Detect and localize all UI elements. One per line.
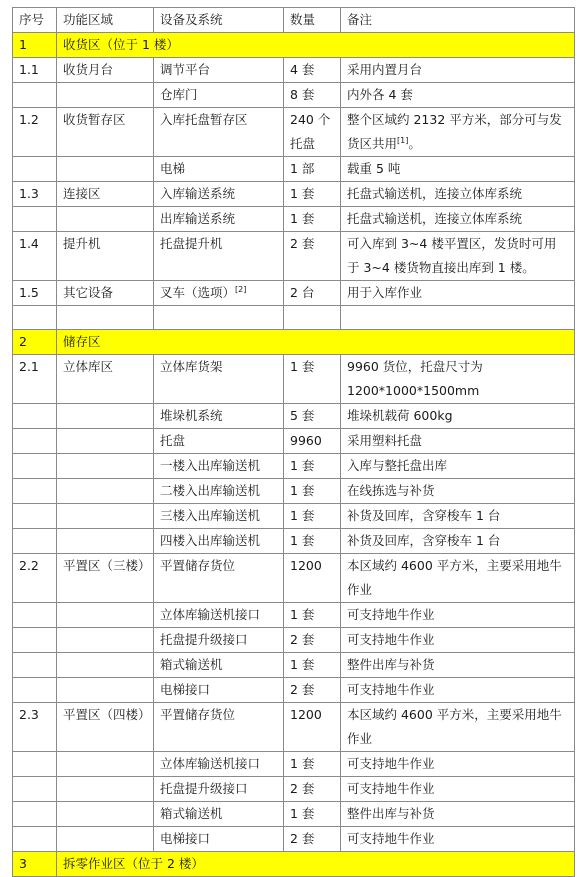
row-area xyxy=(57,628,154,653)
row-note-end: 。 xyxy=(408,136,421,151)
row-equipment xyxy=(154,207,284,232)
row-equipment-text: 一楼入出库输送机 xyxy=(160,458,261,473)
row-quantity xyxy=(284,678,341,703)
row-quantity xyxy=(284,83,341,108)
row-equipment-text: 平置储存货位 xyxy=(160,707,236,722)
row-note xyxy=(341,108,575,157)
row-no xyxy=(13,58,57,83)
row-area xyxy=(57,703,154,752)
section-title xyxy=(57,852,575,877)
row-quantity xyxy=(284,603,341,628)
row-equipment-text: 电梯接口 xyxy=(160,682,211,697)
row-area-text: 连接区 xyxy=(63,186,101,201)
row-quantity xyxy=(284,802,341,827)
row-no xyxy=(13,628,57,653)
row-quantity xyxy=(284,58,341,83)
row-equipment xyxy=(154,777,284,802)
row-equipment-text: 调节平台 xyxy=(160,62,211,77)
row-note xyxy=(341,404,575,429)
row-no xyxy=(13,752,57,777)
empty-cell xyxy=(57,306,154,330)
row-quantity-text: 8 套 xyxy=(290,87,315,102)
row-note xyxy=(341,653,575,678)
row-quantity-text: 5 套 xyxy=(290,408,315,423)
row-no xyxy=(13,454,57,479)
row-equipment xyxy=(154,529,284,554)
row-note-text: 在线拣选与补货 xyxy=(347,483,435,498)
table-row xyxy=(13,628,575,653)
row-note xyxy=(341,703,575,752)
table-row xyxy=(13,504,575,529)
table-row xyxy=(13,108,575,157)
row-equipment xyxy=(154,628,284,653)
row-note-text: 载重 5 吨 xyxy=(347,161,401,176)
row-note-text: 可入库到 3~4 楼平置区，发货时可用于 3~4 楼货物直接出库到 1 楼。 xyxy=(347,236,557,275)
row-note xyxy=(341,529,575,554)
row-area xyxy=(57,404,154,429)
row-quantity-text: 1 套 xyxy=(290,533,315,548)
table-row xyxy=(13,827,575,852)
row-area xyxy=(57,827,154,852)
row-quantity xyxy=(284,281,341,306)
empty-cell xyxy=(341,306,575,330)
row-note xyxy=(341,752,575,777)
row-no xyxy=(13,703,57,752)
row-quantity-text: 1 套 xyxy=(290,359,315,374)
row-no xyxy=(13,653,57,678)
row-area-text: 提升机 xyxy=(63,236,101,251)
header-no: 序号 xyxy=(13,8,57,33)
row-area xyxy=(57,752,154,777)
table-row xyxy=(13,752,575,777)
section-title-text: 收货区（位于 1 楼） xyxy=(63,37,179,52)
row-note xyxy=(341,827,575,852)
row-equipment xyxy=(154,281,284,306)
row-equipment-text: 箱式输送机 xyxy=(160,806,223,821)
row-no xyxy=(13,529,57,554)
table-row xyxy=(13,603,575,628)
row-no xyxy=(13,554,57,603)
row-note xyxy=(341,479,575,504)
row-quantity xyxy=(284,355,341,404)
table-row xyxy=(13,554,575,603)
header-quantity: 数量 xyxy=(284,8,341,33)
row-note xyxy=(341,554,575,603)
row-quantity-text: 2 套 xyxy=(290,236,315,251)
table-row xyxy=(13,207,575,232)
row-quantity xyxy=(284,479,341,504)
table-row xyxy=(13,653,575,678)
row-note xyxy=(341,355,575,404)
row-quantity-text: 2 套 xyxy=(290,781,315,796)
table-row xyxy=(13,83,575,108)
table-row xyxy=(13,529,575,554)
row-equipment-text: 堆垛机系统 xyxy=(160,408,223,423)
row-quantity-text: 1200 xyxy=(290,707,322,722)
row-no-text: 2.3 xyxy=(19,707,39,722)
table-row xyxy=(13,182,575,207)
row-equipment xyxy=(154,653,284,678)
row-note-text: 整件出库与补货 xyxy=(347,657,435,672)
row-equipment xyxy=(154,504,284,529)
row-area xyxy=(57,802,154,827)
row-note xyxy=(341,777,575,802)
row-note-text: 9960 货位，托盘尺寸为 1200*1000*1500mm xyxy=(347,359,483,398)
table-row xyxy=(13,429,575,454)
table-row xyxy=(13,281,575,306)
row-equipment-text: 平置储存货位 xyxy=(160,558,236,573)
row-quantity-text: 2 套 xyxy=(290,632,315,647)
row-no xyxy=(13,404,57,429)
row-note-text: 可支持地牛作业 xyxy=(347,831,435,846)
row-note-text: 用于入库作业 xyxy=(347,285,423,300)
row-note-text: 托盘式输送机，连接立体库系统 xyxy=(347,186,523,201)
table-row xyxy=(13,777,575,802)
row-note xyxy=(341,429,575,454)
row-area xyxy=(57,281,154,306)
row-equipment xyxy=(154,678,284,703)
row-no xyxy=(13,83,57,108)
table-row xyxy=(13,157,575,182)
row-area xyxy=(57,232,154,281)
row-equipment-text: 立体库货架 xyxy=(160,359,223,374)
row-no xyxy=(13,281,57,306)
row-equipment xyxy=(154,603,284,628)
row-area xyxy=(57,529,154,554)
row-no xyxy=(13,429,57,454)
equipment-table xyxy=(12,7,575,877)
row-equipment-text: 二楼入出库输送机 xyxy=(160,483,261,498)
row-quantity xyxy=(284,207,341,232)
row-note-text: 托盘式输送机，连接立体库系统 xyxy=(347,211,523,226)
header-area: 功能区域 xyxy=(57,8,154,33)
row-equipment xyxy=(154,232,284,281)
row-quantity xyxy=(284,703,341,752)
row-equipment xyxy=(154,827,284,852)
row-quantity xyxy=(284,429,341,454)
row-area xyxy=(57,157,154,182)
row-equipment xyxy=(154,182,284,207)
row-no-text: 1.2 xyxy=(19,112,39,127)
row-quantity xyxy=(284,108,341,157)
row-quantity-text: 1200 xyxy=(290,558,322,573)
row-note-text: 补货及回库，含穿梭车 1 台 xyxy=(347,508,501,523)
section-row xyxy=(13,33,575,58)
row-note xyxy=(341,802,575,827)
row-equipment-text: 托盘 xyxy=(160,433,186,448)
row-area xyxy=(57,504,154,529)
row-no xyxy=(13,232,57,281)
row-quantity xyxy=(284,628,341,653)
row-note xyxy=(341,232,575,281)
row-equipment xyxy=(154,429,284,454)
row-area-text: 立体库区 xyxy=(63,359,114,374)
row-quantity xyxy=(284,777,341,802)
row-equipment xyxy=(154,752,284,777)
row-note xyxy=(341,58,575,83)
row-area xyxy=(57,429,154,454)
row-quantity xyxy=(284,827,341,852)
row-equipment-text: 电梯接口 xyxy=(160,831,211,846)
row-equipment xyxy=(154,554,284,603)
row-quantity-text: 1 套 xyxy=(290,657,315,672)
row-equipment xyxy=(154,479,284,504)
row-quantity xyxy=(284,529,341,554)
row-quantity xyxy=(284,504,341,529)
row-quantity xyxy=(284,554,341,603)
row-equipment-text: 托盘提升级接口 xyxy=(160,632,248,647)
section-no-text: 2 xyxy=(19,334,27,349)
row-equipment xyxy=(154,703,284,752)
row-note-text: 可支持地牛作业 xyxy=(347,682,435,697)
row-note-text: 补货及回库，含穿梭车 1 台 xyxy=(347,533,501,548)
row-no xyxy=(13,157,57,182)
row-quantity-text: 1 套 xyxy=(290,756,315,771)
row-equipment-text: 立体库输送机接口 xyxy=(160,607,261,622)
row-note xyxy=(341,628,575,653)
row-no xyxy=(13,355,57,404)
row-quantity xyxy=(284,454,341,479)
row-area-text: 其它设备 xyxy=(63,285,114,300)
table-row xyxy=(13,479,575,504)
row-equipment-text: 仓库门 xyxy=(160,87,198,102)
row-equipment-text: 叉车（选项） xyxy=(160,285,236,300)
row-area xyxy=(57,678,154,703)
empty-cell xyxy=(284,306,341,330)
empty-cell xyxy=(13,306,57,330)
row-area xyxy=(57,108,154,157)
table-header-row xyxy=(13,8,575,33)
row-note-text: 可支持地牛作业 xyxy=(347,607,435,622)
row-area xyxy=(57,83,154,108)
section-row xyxy=(13,330,575,355)
row-equipment-text: 四楼入出库输送机 xyxy=(160,533,261,548)
row-equipment xyxy=(154,58,284,83)
row-note-text: 可支持地牛作业 xyxy=(347,781,435,796)
row-quantity-text: 2 套 xyxy=(290,831,315,846)
section-title xyxy=(57,33,575,58)
table-row xyxy=(13,454,575,479)
section-no xyxy=(13,330,57,355)
row-quantity-text: 9960 xyxy=(290,433,322,448)
row-note-text: 采用内置月台 xyxy=(347,62,423,77)
row-no-text: 1.5 xyxy=(19,285,39,300)
row-quantity-text: 4 套 xyxy=(290,62,315,77)
section-no xyxy=(13,33,57,58)
row-area-text: 平置区（四楼） xyxy=(63,707,151,722)
section-title-text: 拆零作业区（位于 2 楼） xyxy=(63,856,204,871)
row-equipment xyxy=(154,355,284,404)
footnote-ref: [2] xyxy=(235,285,247,294)
row-equipment-text: 三楼入出库输送机 xyxy=(160,508,261,523)
row-area-text: 收货暂存区 xyxy=(63,112,126,127)
row-equipment xyxy=(154,404,284,429)
section-title-text: 储存区 xyxy=(63,334,101,349)
section-no-text: 1 xyxy=(19,37,27,52)
row-quantity-text: 2 套 xyxy=(290,682,315,697)
row-quantity xyxy=(284,157,341,182)
row-no xyxy=(13,207,57,232)
row-no xyxy=(13,479,57,504)
row-quantity-text: 1 套 xyxy=(290,211,315,226)
row-quantity-text: 1 套 xyxy=(290,508,315,523)
row-equipment-text: 托盘提升级接口 xyxy=(160,781,248,796)
section-title xyxy=(57,330,575,355)
row-area xyxy=(57,653,154,678)
row-note-text: 整件出库与补货 xyxy=(347,806,435,821)
row-note xyxy=(341,454,575,479)
header-note: 备注 xyxy=(341,8,575,33)
row-no xyxy=(13,182,57,207)
row-quantity-text: 1 套 xyxy=(290,186,315,201)
section-row xyxy=(13,852,575,877)
row-quantity-text: 1 套 xyxy=(290,607,315,622)
row-no-text: 1.3 xyxy=(19,186,39,201)
row-equipment-text: 入库托盘暂存区 xyxy=(160,112,248,127)
row-quantity-text: 1 套 xyxy=(290,458,315,473)
row-note-text: 本区域约 4600 平方米，主要采用地牛作业 xyxy=(347,707,562,746)
row-quantity xyxy=(284,232,341,281)
table-row xyxy=(13,802,575,827)
row-quantity-text: 1 部 xyxy=(290,161,315,176)
row-no xyxy=(13,603,57,628)
row-area xyxy=(57,355,154,404)
row-equipment-text: 入库输送系统 xyxy=(160,186,236,201)
row-note xyxy=(341,504,575,529)
footnote-ref: [1] xyxy=(397,136,409,145)
row-area-text: 平置区（三楼） xyxy=(63,558,151,573)
row-no-text: 2.2 xyxy=(19,558,39,573)
table-row xyxy=(13,232,575,281)
row-area xyxy=(57,479,154,504)
row-no xyxy=(13,802,57,827)
row-quantity xyxy=(284,752,341,777)
row-no-text: 1.4 xyxy=(19,236,39,251)
row-note-text: 采用塑料托盘 xyxy=(347,433,423,448)
row-equipment xyxy=(154,83,284,108)
row-note-text: 可支持地牛作业 xyxy=(347,632,435,647)
row-area xyxy=(57,58,154,83)
row-equipment xyxy=(154,108,284,157)
row-note-text: 堆垛机载荷 600kg xyxy=(347,408,453,423)
section-no-text: 3 xyxy=(19,856,27,871)
row-note xyxy=(341,182,575,207)
row-note xyxy=(341,281,575,306)
table-row xyxy=(13,58,575,83)
row-area xyxy=(57,454,154,479)
table-row xyxy=(13,678,575,703)
row-note xyxy=(341,678,575,703)
row-note xyxy=(341,157,575,182)
row-no xyxy=(13,827,57,852)
row-note-text: 入库与整托盘出库 xyxy=(347,458,448,473)
table-row xyxy=(13,404,575,429)
row-equipment-text: 出库输送系统 xyxy=(160,211,236,226)
row-equipment-text: 箱式输送机 xyxy=(160,657,223,672)
table-row xyxy=(13,355,575,404)
row-area xyxy=(57,603,154,628)
row-quantity xyxy=(284,653,341,678)
row-no xyxy=(13,777,57,802)
row-quantity xyxy=(284,404,341,429)
row-area xyxy=(57,554,154,603)
row-quantity xyxy=(284,182,341,207)
row-area-text: 收货月台 xyxy=(63,62,114,77)
row-equipment-text: 电梯 xyxy=(160,161,186,176)
row-equipment-text: 托盘提升机 xyxy=(160,236,223,251)
row-note xyxy=(341,207,575,232)
section-no xyxy=(13,852,57,877)
row-note-text: 本区域约 4600 平方米，主要采用地牛作业 xyxy=(347,558,562,597)
row-note xyxy=(341,83,575,108)
row-area xyxy=(57,777,154,802)
header-equipment: 设备及系统 xyxy=(154,8,284,33)
row-equipment xyxy=(154,454,284,479)
empty-row xyxy=(13,306,575,330)
row-quantity-text: 2 台 xyxy=(290,285,315,300)
row-equipment xyxy=(154,802,284,827)
row-area xyxy=(57,182,154,207)
empty-cell xyxy=(154,306,284,330)
row-quantity-text: 240 个托盘 xyxy=(290,112,331,151)
row-note-text: 内外各 4 套 xyxy=(347,87,413,102)
row-quantity-text: 1 套 xyxy=(290,806,315,821)
row-quantity-text: 1 套 xyxy=(290,483,315,498)
row-no xyxy=(13,108,57,157)
row-note xyxy=(341,603,575,628)
row-note-text: 整个区域约 2132 平方米，部分可与发货区共用 xyxy=(347,112,562,151)
row-note-text: 可支持地牛作业 xyxy=(347,756,435,771)
row-no xyxy=(13,678,57,703)
row-no-text: 2.1 xyxy=(19,359,39,374)
row-no xyxy=(13,504,57,529)
row-no-text: 1.1 xyxy=(19,62,39,77)
table-row xyxy=(13,703,575,752)
row-area xyxy=(57,207,154,232)
row-equipment-text: 立体库输送机接口 xyxy=(160,756,261,771)
row-equipment xyxy=(154,157,284,182)
